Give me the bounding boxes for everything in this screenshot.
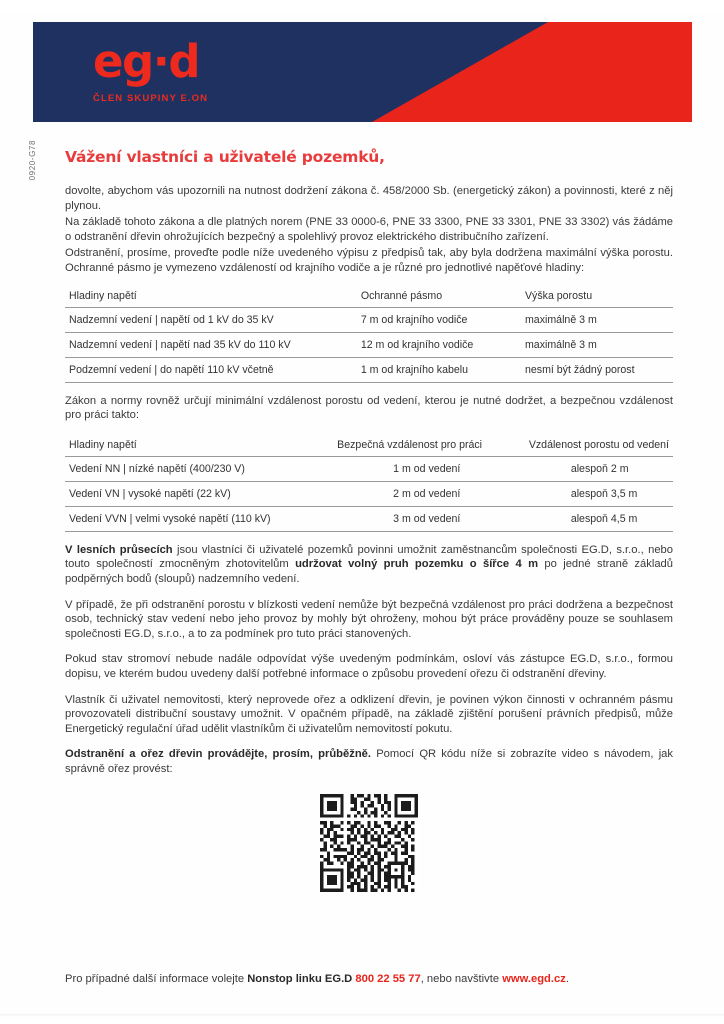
table-row [65,307,673,332]
table2-r1-c0: Vedení VN | vysoké napětí (22 kV) [65,481,337,506]
egd-logo [93,35,209,104]
table-row [65,456,673,481]
intro-paragraph-2: Na základě tohoto zákona a dle platných norem (PNE 33 0000-6, PNE 33 3300, PNE 33 3301, PNE 33 3302) vás žádáme o odstranění dřevin ohrožujících bezpečný a spolehlivý provoz elektrického distribučního zařízení. [65,216,673,243]
table1-r1-c2: maximálně 3 m [521,332,673,357]
table-row [65,481,673,506]
table2-r2-c2: alespoň 4,5 m [519,506,673,531]
forest-text-a: jsou vlastníci či uživatelé pozemků povinni umožnit zaměstnancům společnosti EG.D, s.r.o., nebo touto společností zmocněným zhotovitelům [65,543,673,571]
footer-hotline-label: Nonstop linku EG.D [247,973,353,985]
table-header-row [65,437,673,457]
logo-wordmark: eg·d [93,35,200,88]
scan-bottom-margin [0,1014,724,1024]
forest-corridor-paragraph [65,543,673,587]
table2-r1-c2: alespoň 3,5 m [519,481,673,506]
footer-lead-text: Pro případné další informace volejte [65,973,248,985]
table2-r0-c1: 1 m od vedení [337,456,519,481]
table2-header-2: Vzdálenost porostu od vedení [528,438,669,451]
table1-r2-c2: nesmí být žádný porost [521,357,673,382]
table2-r0-c2: alespoň 2 m [519,456,673,481]
intro-paragraph-1: dovolte, abychom vás upozornili na nutnost dodržení zákona č. 458/2000 Sb. (energetický zákon) a povinnosti, které z něj plynou. [65,185,673,212]
footer-end-text: . [565,973,569,985]
table1-r0-c2: maximálně 3 m [521,307,673,332]
document-body [65,148,673,892]
table-row [65,357,673,382]
logo-tagline: ČLEN SKUPINY E.ON [93,93,209,104]
qr-code-container [65,794,673,892]
table2-r2-c1: 3 m od vedení [337,506,519,531]
protection-zone-table [65,288,673,383]
banner-red-wedge [372,22,692,122]
qr-text-rest: Pomocí QR kódu níže si zobrazíte video s návodem, jak správně ořez provést: [65,748,673,775]
safety-paragraph: V případě, že při odstranění porostu v blízkosti vedení nemůže být bezpečná vzdálenost pro práci dodržena a bezpečnost osob, technický stav vedení nebo jeho provoz by mohly být ohroženy, mohou být práce prováděny pouze se souhlasem společnosti EG.D, s.r.o., a to za podmínek pro tuto práci stanovených. [65,598,673,640]
table2-r1-c1: 2 m od vedení [337,481,519,506]
table1-r2-c1: 1 m od krajního kabelu [357,357,521,382]
table1-header-0: Hladiny napětí [69,289,137,302]
table1-r1-c0: Nadzemní vedení | napětí nad 35 kV do 110 kV [65,332,357,357]
table-row [65,506,673,531]
footer-website-link[interactable]: www.egd.cz [502,973,566,985]
table1-header-1: Ochranné pásmo [360,289,443,302]
qr-instruction-paragraph [65,747,673,776]
table1-header-2: Výška porostu [524,289,593,302]
header-banner [33,22,692,122]
forest-bold-mid: udržovat volný pruh pozemku o šířce 4 m [295,558,539,571]
table1-r0-c0: Nadzemní vedení | napětí od 1 kV do 35 kV [65,307,357,332]
footer-middle-text: , nebo navštivte [420,973,503,985]
footer-phone-number[interactable]: 800 22 55 77 [355,973,421,985]
qr-bold-lead: Odstranění a ořez dřevin provádějte, prosím, průběžně. [65,748,371,761]
footer-contact-line [65,972,673,987]
qr-code-icon[interactable] [320,794,418,892]
page-title: Vážení vlastníci a uživatelé pozemků, [65,148,385,166]
forest-bold-lead: V lesních průsecích [65,543,173,556]
safe-distance-table [65,437,673,532]
table1-r1-c1: 12 m od krajního vodiče [357,332,521,357]
table-header-row [65,288,673,308]
between-tables-paragraph: Zákon a normy rovněž určují minimální vzdálenost porostu od vedení, kterou je nutné dodržet, a bezpečnou vzdálenost pro práci takto: [65,394,673,422]
scan-top-margin [0,0,724,14]
table1-r2-c0: Podzemní vedení | do napětí 110 kV včetně [65,357,357,382]
table2-header-1: Bezpečná vzdálenost pro práci [337,438,483,451]
intro-paragraph-3: Odstranění, prosíme, proveďte podle níže uvedeného výpisu z předpisů tak, aby byla dodržena maximální výška porostu. Ochranné pásmo je vymezeno vzdáleností od krajního vodiče a je různé pro jednotlivé napěťové hladiny: [65,247,673,274]
table2-r0-c0: Vedení NN | nízké napětí (400/230 V) [65,456,337,481]
letter-notice-paragraph: Pokud stav stromoví nebude nadále odpovídat výše uvedeným podmínkám, osloví vás zástupce EG.D, s.r.o., formou dopisu, ve kterém budou uvedeny další potřebné informace o způsobu provedení ořezu či odstranění dřeviny. [65,653,673,680]
table-row [65,332,673,357]
table2-r2-c0: Vedení VVN | velmi vysoké napětí (110 kV) [65,506,337,531]
forest-text-b: po jedné straně základů podpěrných bodů (sloupů) nadzemního vedení. [65,558,673,585]
table1-r0-c1: 7 m od krajního vodiče [357,307,521,332]
document-code: 0920-G78 [28,140,37,181]
table2-header-0: Hladiny napětí [69,438,137,451]
owner-obligation-paragraph: Vlastník či uživatel nemovitosti, který neprovede ořez a odklizení dřevin, je povinen výkon činnosti v ochranném pásmu provozovateli distribuční soustavy umožnit. V opačném případě, na základě zjištění porušení právních předpisů, může Energetický regulační úřad udělit vlastníkům či uživatelům nemovitostí pokutu. [65,693,673,735]
